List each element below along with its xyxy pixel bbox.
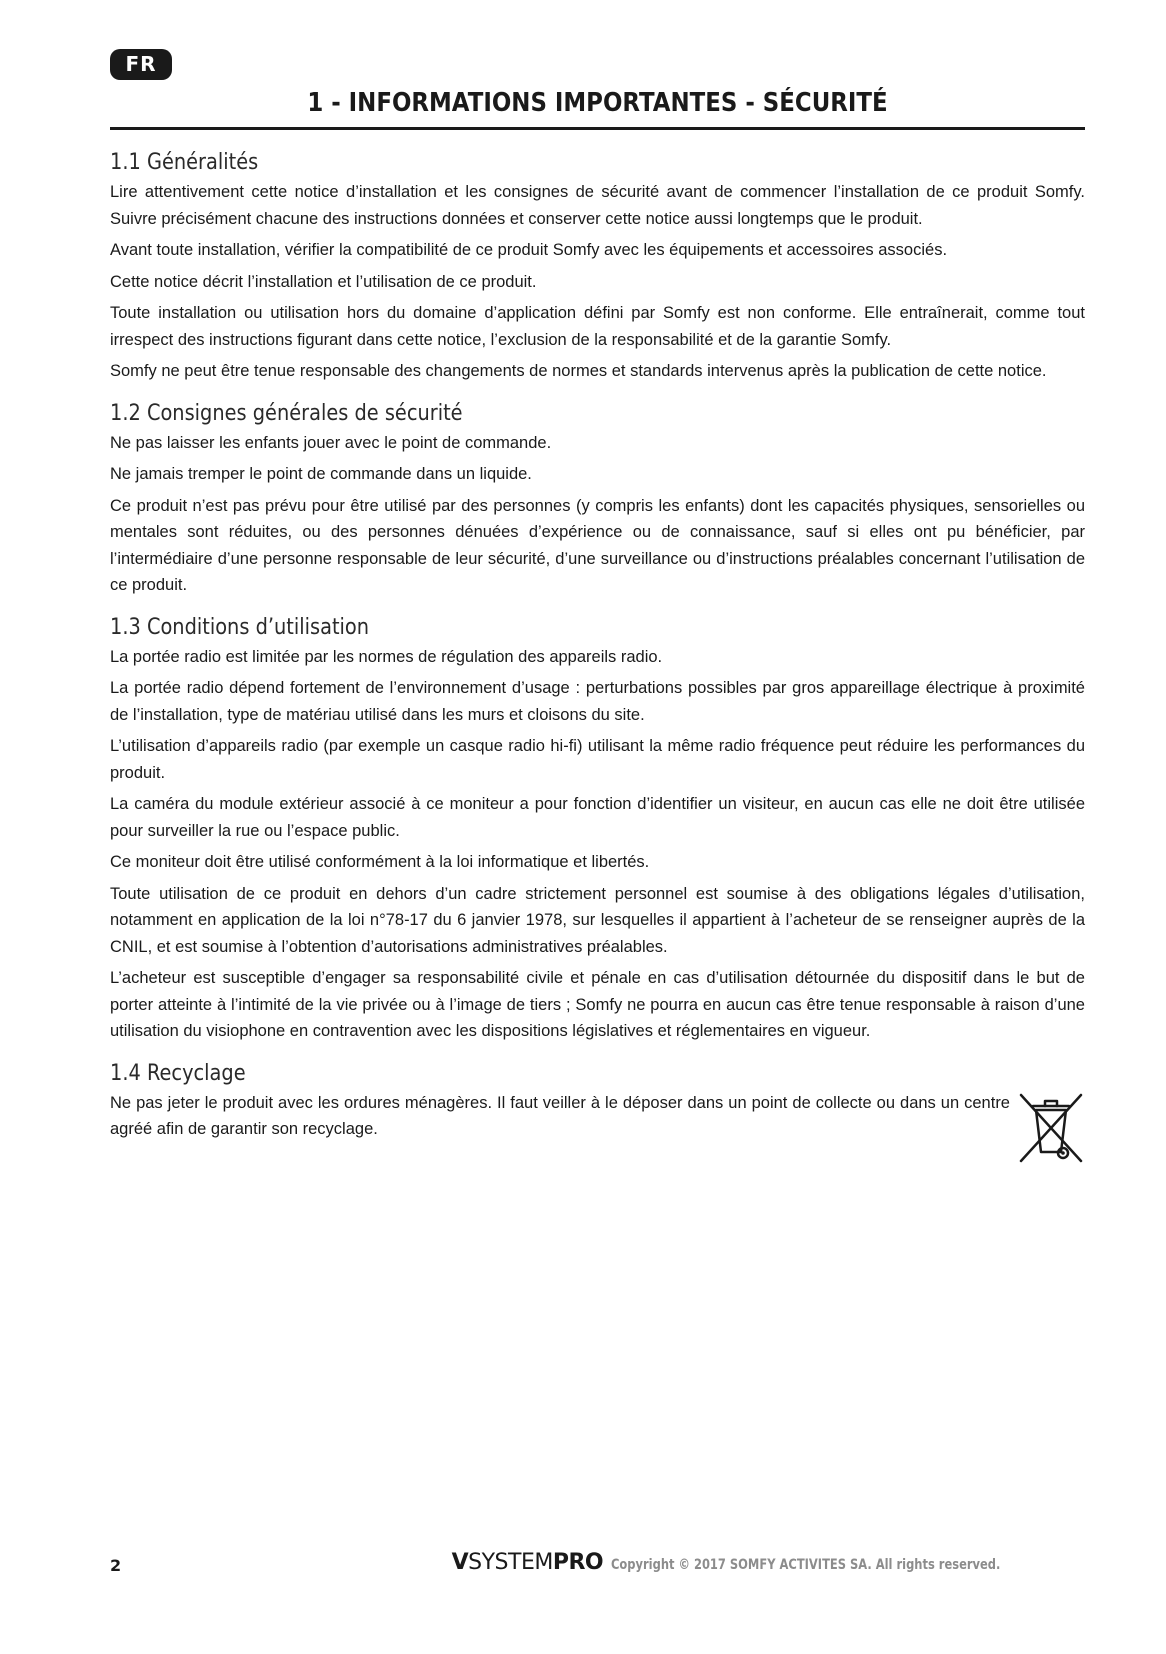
paragraph: Ce moniteur doit être utilisé conformément à la loi informatique et libertés. xyxy=(110,853,650,871)
paragraph: La portée radio est limitée par les normes de régulation des appareils radio. xyxy=(110,647,663,666)
document-body xyxy=(110,150,1085,1180)
title-divider xyxy=(110,127,1085,130)
paragraph: Somfy ne peut être tenue responsable des changements de normes et standards intervenus après la publication de cette notice. xyxy=(110,362,1047,380)
footer-brand xyxy=(452,1550,1086,1575)
paragraph: La caméra du module extérieur associé à ce moniteur a pour fonction d’identifier un visiteur, en aucun cas elle ne doit être utilisée pour surveiller la rue ou l’espace public. xyxy=(110,795,1085,840)
paragraph: Ne pas jeter le produit avec les ordures ménagères. Il faut veiller à le déposer dans un point de collecte ou dans un centre agréé afin de garantir son recyclage. xyxy=(110,1093,1010,1138)
page-number: 2 xyxy=(110,1556,122,1575)
paragraph: Ne jamais tremper le point de commande dans un liquide. xyxy=(110,465,532,483)
section-heading: 1.4 Recyclage xyxy=(110,1060,246,1086)
paragraph: L’utilisation d’appareils radio (par exemple un casque radio hi-fi) utilisant la même radio fréquence peut réduire les performances du produit. xyxy=(110,737,1085,782)
paragraph: Toute installation ou utilisation hors du domaine d’application défini par Somfy est non conforme. Elle entraînerait, comme tout irrespect des instructions figurant dans cette notice, l’exclusion de la responsabilité et de la garantie Somfy. xyxy=(110,304,1085,349)
crossed-out-wheelie-bin-icon xyxy=(1017,1092,1085,1164)
section-conditions-utilisation xyxy=(110,615,1085,1045)
section-recyclage xyxy=(110,1061,1085,1164)
paragraph: Avant toute installation, vérifier la compatibilité de ce produit Somfy avec les équipements et accessoires associés. xyxy=(110,241,948,259)
paragraph: L’acheteur est susceptible d’engager sa responsabilité civile et pénale en cas d’utilisation détournée du dispositif dans le but de porter atteinte à l’intimité de la vie privée ou à l’image de tiers ; Somfy ne pourra en aucun cas être tenue responsable à raison d’une utilisation du visiophone en contravention avec les dispositions législatives et réglementaires en vigueur. xyxy=(110,969,1085,1040)
section-heading: 1.2 Consignes générales de sécurité xyxy=(110,400,463,426)
paragraph: Toute utilisation de ce produit en dehors d’un cadre strictement personnel est soumise à des obligations légales d’utilisation, notamment en application de la loi n°78-17 du 6 janvier 1978, sur lesquelles il appartient à l’acheteur de se renseigner auprès de la CNIL, et est soumise à l’obtention d’autorisations administratives préalables. xyxy=(110,884,1085,956)
paragraph: Ce produit n’est pas prévu pour être utilisé par des personnes (y compris les enfants) dont les capacités physiques, sensorielles ou mentales sont réduites, ou des personnes dénuées d’expérience ou de connaissance, sauf si elles ont pu bénéficier, par l’intermédiaire d’une personne responsable de leur sécurité, d’une surveillance ou d’instructions préalables concernant l’utilisation de ce produit. xyxy=(110,496,1085,594)
vsystempro-logo: VSYSTEMPRO xyxy=(451,1550,604,1575)
paragraph: Lire attentivement cette notice d’installation et les consignes de sécurité avant de commencer l’installation de ce produit Somfy. Suivre précisément chacune des instructions données et conserver cette notice aussi longtemps que le produit. xyxy=(110,183,1085,228)
section-heading: 1.1 Généralités xyxy=(110,150,259,175)
copyright-notice: Copyright © 2017 SOMFY ACTIVITES SA. All rights reserved. xyxy=(611,1557,1001,1573)
section-heading: 1.3 Conditions d’utilisation xyxy=(110,614,370,640)
paragraph: Ne pas laisser les enfants jouer avec le point de commande. xyxy=(110,433,552,452)
section-generalites xyxy=(110,150,1085,385)
page-title: 1 - INFORMATIONS IMPORTANTES - SÉCURITÉ xyxy=(307,88,888,118)
paragraph: Cette notice décrit l’installation et l’utilisation de ce produit. xyxy=(110,272,537,291)
language-badge: FR xyxy=(110,49,172,80)
section-consignes-securite xyxy=(110,401,1085,599)
paragraph: La portée radio dépend fortement de l’environnement d’usage : perturbations possibles par gros appareillage électrique à proximité de l’installation, type de matériau utilisé dans les murs et cloisons du site. xyxy=(110,679,1085,724)
